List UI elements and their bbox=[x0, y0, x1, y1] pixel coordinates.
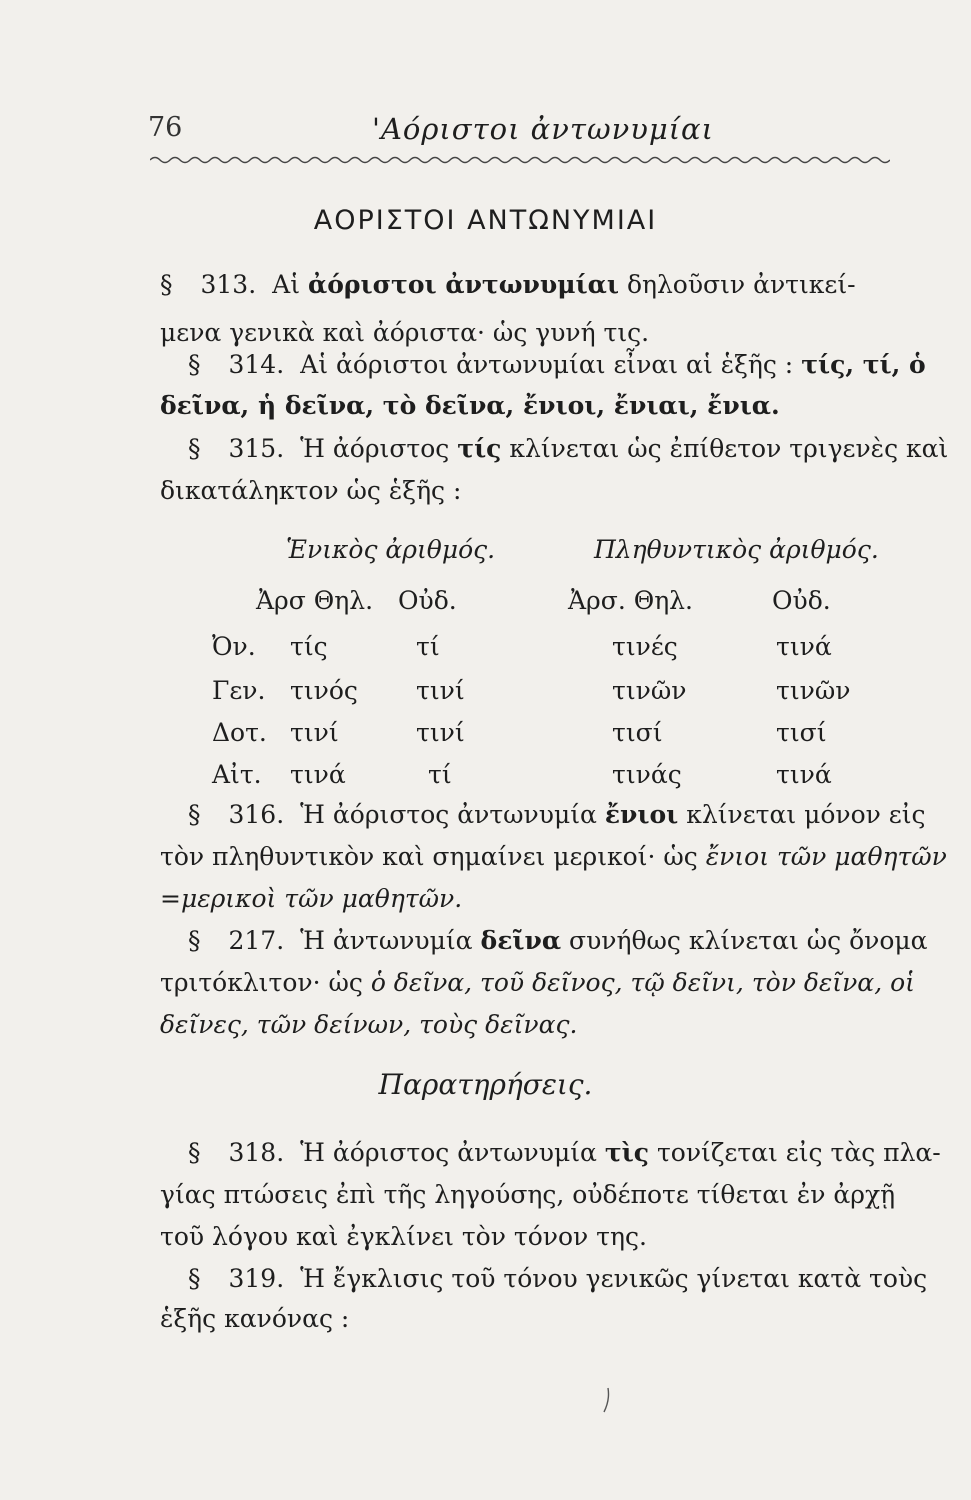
p317-num: 217. bbox=[228, 926, 285, 955]
p314-line2 bbox=[160, 393, 900, 418]
p314-text-a: Αἱ ἀόριστοι ἀντωνυμίαι εἶναι αἱ ἑξῆς : bbox=[300, 350, 794, 379]
p313-text-a: Αἱ bbox=[272, 270, 301, 299]
p319-line1 bbox=[188, 1266, 928, 1291]
table-cell: τινά bbox=[290, 760, 346, 789]
table-cell: τινῶν bbox=[776, 676, 851, 705]
p316-text: τὸν πληθυντικὸν καὶ σημαίνει μερικοί· ὡς bbox=[160, 842, 698, 871]
p317-text-c: συνήθως κλίνεται ὡς ὄνομα bbox=[569, 926, 928, 955]
section-sign: § bbox=[188, 1264, 201, 1293]
p318-line3: τοῦ λόγου καὶ ἐγκλίνει τὸν τόνον της. bbox=[160, 1222, 647, 1251]
p313-line1 bbox=[160, 272, 900, 297]
p317-italic-line: δεῖνες, τῶν δείνων, τοὺς δεῖνας. bbox=[160, 1010, 578, 1039]
section-sign: § bbox=[188, 350, 201, 379]
p315-text-a: Ἡ ἀόριστος bbox=[300, 434, 450, 463]
p315-line1 bbox=[188, 434, 949, 463]
p317-line3 bbox=[160, 1012, 900, 1037]
p318-text-a: Ἡ ἀόριστος ἀντωνυμία bbox=[300, 1138, 597, 1167]
p319-num: 319. bbox=[228, 1264, 285, 1293]
table-cell: τινί bbox=[416, 676, 465, 705]
p315-line2: δικατάληκτον ὡς ἑξῆς : bbox=[160, 476, 462, 505]
table-row-case: Ὀν. bbox=[212, 632, 256, 661]
p318-line2: γίας πτώσεις ἐπὶ τῆς ληγούσης, οὐδέποτε τίθεται ἐν ἀρχῇ bbox=[160, 1180, 896, 1209]
p314-num: 314. bbox=[228, 350, 285, 379]
p319-line2: ἑξῆς κανόνας : bbox=[160, 1304, 350, 1333]
table-cell: τίς bbox=[290, 632, 328, 661]
p314-line1 bbox=[188, 352, 928, 377]
p316-bold: ἔνιοι bbox=[604, 800, 679, 829]
pl-col-mf: Ἀρσ. Θηλ. bbox=[568, 586, 693, 615]
running-title: 'Αόριστοι ἀντωνυμίαι bbox=[372, 112, 715, 146]
p317-text: τριτόκλιτον· ὡς bbox=[160, 968, 363, 997]
section-sign: § bbox=[188, 926, 201, 955]
section-sign: § bbox=[160, 270, 173, 299]
p314-bold-line: δεῖνα, ἡ δεῖνα, τὸ δεῖνα, ἔνιοι, ἔνιαι, ἔνια. bbox=[160, 391, 780, 420]
table-cell: τινά bbox=[776, 632, 832, 661]
wavy-rule bbox=[150, 155, 890, 165]
plural-heading: Πληθυντικὸς ἀριθμός. bbox=[594, 535, 879, 564]
p317-italic: ὁ δεῖνα, τοῦ δεῖνος, τῷ δεῖνι, τὸν δεῖνα, οἱ bbox=[370, 968, 915, 997]
p317-text-a: Ἡ ἀντωνυμία bbox=[300, 926, 473, 955]
table-cell: τινές bbox=[612, 632, 678, 661]
table-cell: τισί bbox=[776, 718, 827, 747]
stray-pen-mark bbox=[596, 1386, 614, 1416]
table-cell: τινῶν bbox=[612, 676, 687, 705]
table-cell: τινί bbox=[416, 718, 465, 747]
p318-line1 bbox=[188, 1138, 941, 1167]
observations-heading: Παρατηρήσεις. bbox=[378, 1068, 593, 1101]
p317-line2 bbox=[160, 968, 915, 997]
p314-bold: τίς, τί, ὁ bbox=[801, 350, 926, 379]
p316-line3 bbox=[160, 886, 900, 911]
p316-italic: ἔνιοι τῶν μαθητῶν bbox=[705, 842, 947, 871]
p313-num: 313. bbox=[200, 270, 257, 299]
section-sign: § bbox=[188, 434, 201, 463]
page-number: 76 bbox=[148, 112, 183, 143]
singular-heading: Ἑνικὸς ἀριθμός. bbox=[286, 535, 496, 564]
p315-bold: τίς bbox=[457, 434, 502, 463]
sg-col-mf: Ἀρσ Θηλ. bbox=[256, 586, 374, 615]
table-cell: τί bbox=[416, 632, 440, 661]
table-cell: τί bbox=[428, 760, 452, 789]
p317-bold: δεῖνα bbox=[480, 926, 562, 955]
chapter-title: ΑΟΡΙΣΤΟΙ ΑΝΤΩΝΥΜΙΑΙ bbox=[313, 205, 658, 236]
p315-text-c: κλίνεται ὡς ἐπίθετον τριγενὲς καὶ bbox=[509, 434, 949, 463]
p318-text-c: τονίζεται εἰς τὰς πλα- bbox=[656, 1138, 941, 1167]
section-sign: § bbox=[188, 800, 201, 829]
p313-text-c: δηλοῦσιν ἀντικεί- bbox=[626, 270, 856, 299]
p313-bold: ἀόριστοι ἀντωνυμίαι bbox=[307, 270, 619, 299]
table-cell: τισί bbox=[612, 718, 663, 747]
table-row-case: Δοτ. bbox=[212, 718, 267, 747]
p316-line2 bbox=[160, 842, 947, 871]
p316-text-a: Ἡ ἀόριστος ἀντωνυμία bbox=[300, 800, 597, 829]
table-row-case: Αἰτ. bbox=[212, 760, 262, 789]
p313-line2: μενα γενικὰ καὶ ἀόριστα· ὡς γυνή τις. bbox=[160, 318, 650, 347]
p318-num: 318. bbox=[228, 1138, 285, 1167]
table-cell: τινί bbox=[290, 718, 339, 747]
pl-col-n: Οὐδ. bbox=[772, 586, 831, 615]
p318-bold: τὶς bbox=[604, 1138, 649, 1167]
p315-num: 315. bbox=[228, 434, 285, 463]
table-row-case: Γεν. bbox=[212, 676, 266, 705]
p316-num: 316. bbox=[228, 800, 285, 829]
sg-col-n: Οὐδ. bbox=[398, 586, 457, 615]
table-cell: τινά bbox=[776, 760, 832, 789]
p316-italic-line: =μερικοὶ τῶν μαθητῶν. bbox=[160, 884, 463, 913]
p319-text: Ἡ ἔγκλισις τοῦ τόνου γενικῶς γίνεται κατὰ τοὺς bbox=[300, 1264, 928, 1293]
table-cell: τινάς bbox=[612, 760, 682, 789]
p316-line1 bbox=[188, 802, 928, 827]
p317-line1 bbox=[188, 928, 928, 953]
p316-text-c: κλίνεται μόνον εἰς bbox=[686, 800, 926, 829]
section-sign: § bbox=[188, 1138, 201, 1167]
table-cell: τινός bbox=[290, 676, 358, 705]
